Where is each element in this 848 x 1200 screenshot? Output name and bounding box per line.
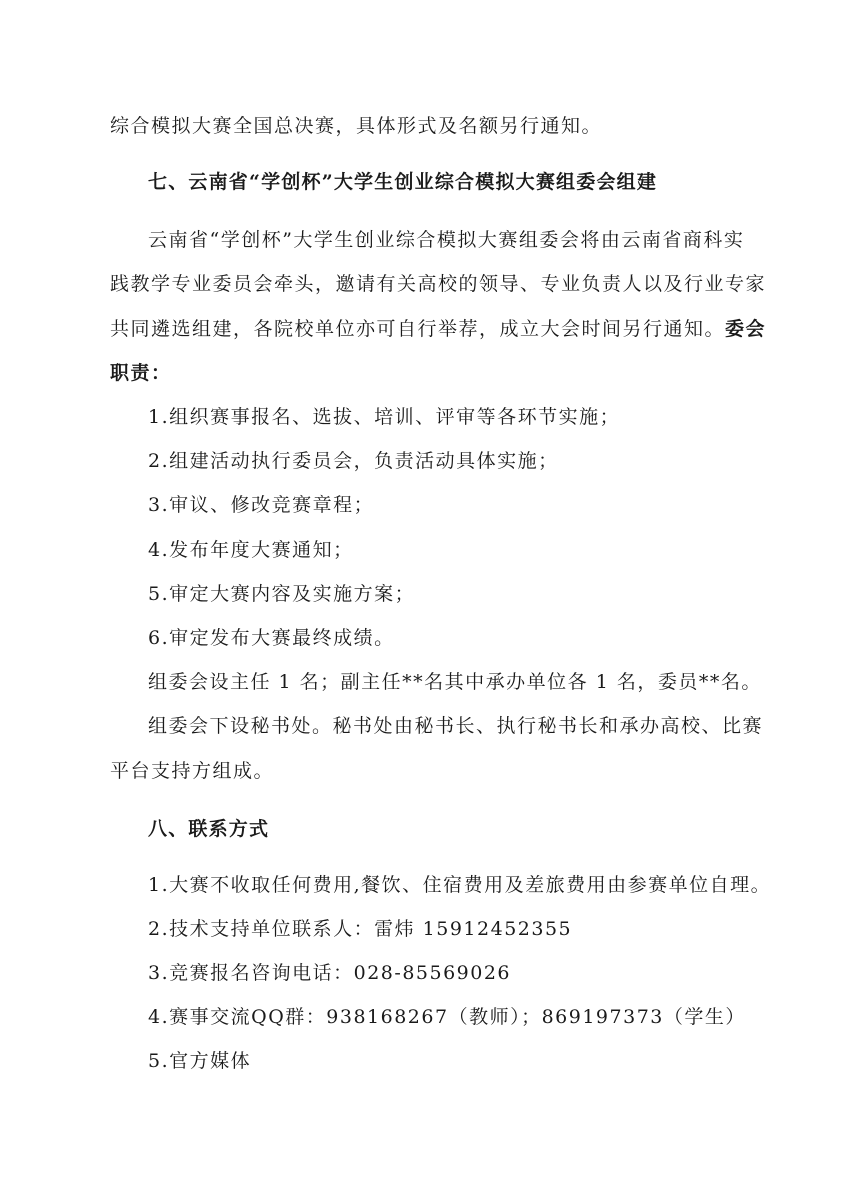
duty-item-6: 6.审定发布大赛最终成绩。 [148,627,395,649]
committee-paragraph-line-1: 云南省“学创杯”大学生创业综合模拟大赛组委会将由云南省商科实 [148,229,745,251]
duty-item-3: 3.审议、修改竞赛章程； [148,494,375,516]
committee-paragraph-line-3 [110,315,766,343]
committee-composition: 组委会设主任 1 名；副主任**名其中承办单位各 1 名，委员**名。 [148,671,762,693]
secretariat-line-2: 平台支持方组成。 [110,760,275,782]
contact-item-1: 1.大赛不收取任何费用,餐饮、住宿费用及差旅费用由参赛单位自理。 [148,874,772,896]
section-seven-heading: 七、云南省“学创杯”大学生创业综合模拟大赛组委会组建 [148,171,658,193]
paragraph-continuation: 综合模拟大赛全国总决赛，具体形式及名额另行通知。 [110,115,603,137]
section-eight-heading: 八、联系方式 [148,818,270,840]
contact-item-5: 5.官方媒体 [148,1050,252,1072]
committee-duties-label: 职责： [110,362,172,384]
contact-item-4: 4.赛事交流QQ群：938168267（教师）；869197373（学生） [148,1006,746,1028]
contact-item-2: 2.技术支持单位联系人：雷炜 15912452355 [148,918,573,940]
duty-item-1: 1.组织赛事报名、选拔、培训、评审等各环节实施； [148,406,621,428]
duty-item-4: 4.发布年度大赛通知； [148,539,354,561]
duty-item-2: 2.组建活动执行委员会，负责活动具体实施； [148,450,559,472]
contact-item-3: 3.竞赛报名咨询电话：028-85569026 [148,962,512,984]
secretariat-line-1: 组委会下设秘书处。秘书处由秘书长、执行秘书长和承办高校、比赛 [148,715,764,737]
committee-paragraph-line-3-text: 共同遴选组建，各院校单位亦可自行举荐，成立大会时间另行通知。 [110,318,726,340]
committee-duties-label-part: 委会 [725,318,767,340]
committee-paragraph-line-2: 践教学专业委员会牵头，邀请有关高校的领导、专业负责人以及行业专家 [110,273,767,295]
duty-item-5: 5.审定大赛内容及实施方案； [148,583,416,605]
